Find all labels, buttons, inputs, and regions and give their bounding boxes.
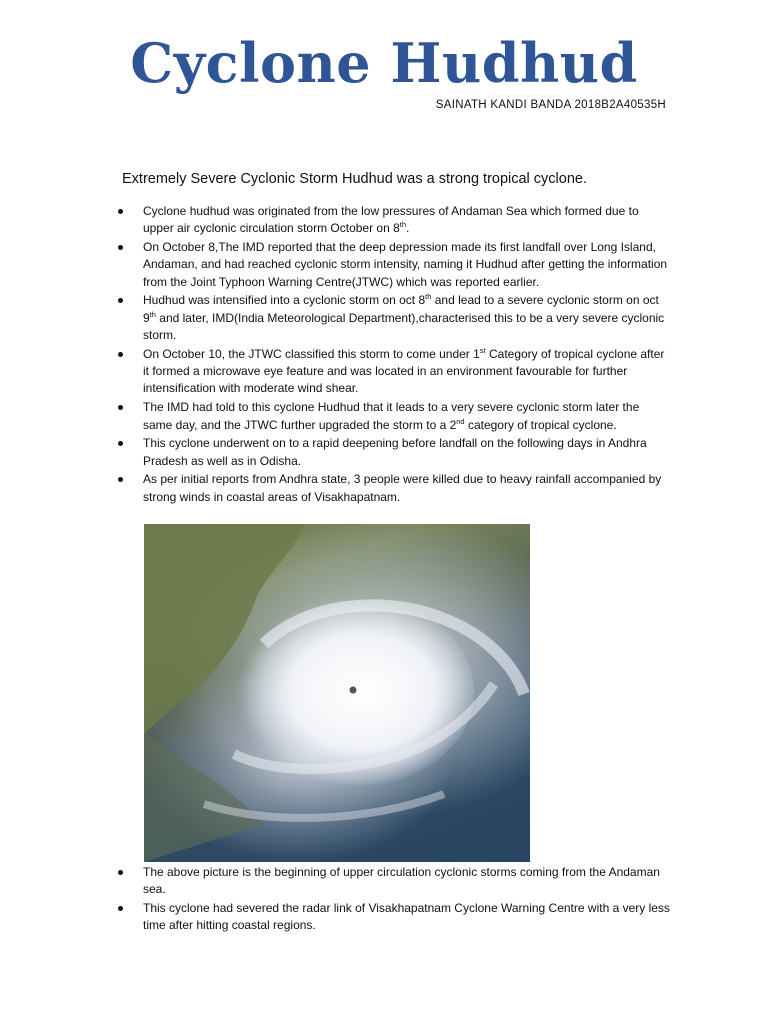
bullet-list-top: [0, 203, 768, 508]
bullet-item: This cyclone underwent on to a rapid deepening before landfall on the following days in Andhra Pradesh as well as in Odisha.: [0, 435, 671, 470]
bullet-dot: [118, 352, 123, 357]
cyclone-eye: [350, 687, 357, 694]
bullet-dot: [118, 245, 123, 250]
bullet-item: Cyclone hudhud was originated from the low pressures of Andaman Sea which formed due to upper air cyclonic circulation storm October on 8th.: [0, 203, 671, 238]
bullet-dot: [118, 441, 123, 446]
bullet-dot: [118, 298, 123, 303]
bullet-dot: [118, 209, 123, 214]
bullet-list-bottom: [0, 864, 768, 936]
author-line: SAINATH KANDI BANDA 2018B2A40535H: [435, 99, 666, 111]
satellite-image-art: [144, 524, 530, 862]
bullet-item: On October 8,The IMD reported that the deep depression made its first landfall over Long Island, Andaman, and had reached cyclonic storm intensity, naming it Hudhud after getting the information from the Joint Typhoon Warning Centre(JTWC) which was reported earlier.: [0, 239, 671, 291]
bullet-dot: [118, 870, 123, 875]
bullet-item: On October 10, the JTWC classified this storm to come under 1st Category of tropical cyclone after it formed a microwave eye feature and was located in an environment favourable for further intensification with moderate wind shear.: [0, 346, 671, 398]
bullet-item: The above picture is the beginning of upper circulation cyclonic storms coming from the Andaman sea.: [0, 864, 671, 899]
bullet-item: As per initial reports from Andhra state, 3 people were killed due to heavy rainfall accompanied by strong winds in coastal areas of Visakhapatnam.: [0, 471, 671, 506]
bullet-item: The IMD had told to this cyclone Hudhud that it leads to a very severe cyclonic storm later the same day, and the JTWC further upgraded the storm to a 2nd category of tropical cyclone.: [0, 399, 671, 434]
bullet-dot: [118, 405, 123, 410]
bullet-item: Hudhud was intensified into a cyclonic storm on oct 8th and lead to a severe cyclonic storm on oct 9th and later, IMD(India Meteorological Department),characterised this to be a very severe cyclonic storm.: [0, 292, 671, 344]
cyclone-satellite-image: [144, 524, 530, 862]
bullet-dot: [118, 906, 123, 911]
intro-sentence: Extremely Severe Cyclonic Storm Hudhud was a strong tropical cyclone.: [122, 171, 587, 187]
document-title: Cyclone Hudhud: [130, 31, 638, 95]
bullet-item: This cyclone had severed the radar link of Visakhapatnam Cyclone Warning Centre with a very less time after hitting coastal regions.: [0, 900, 671, 935]
bullet-dot: [118, 477, 123, 482]
